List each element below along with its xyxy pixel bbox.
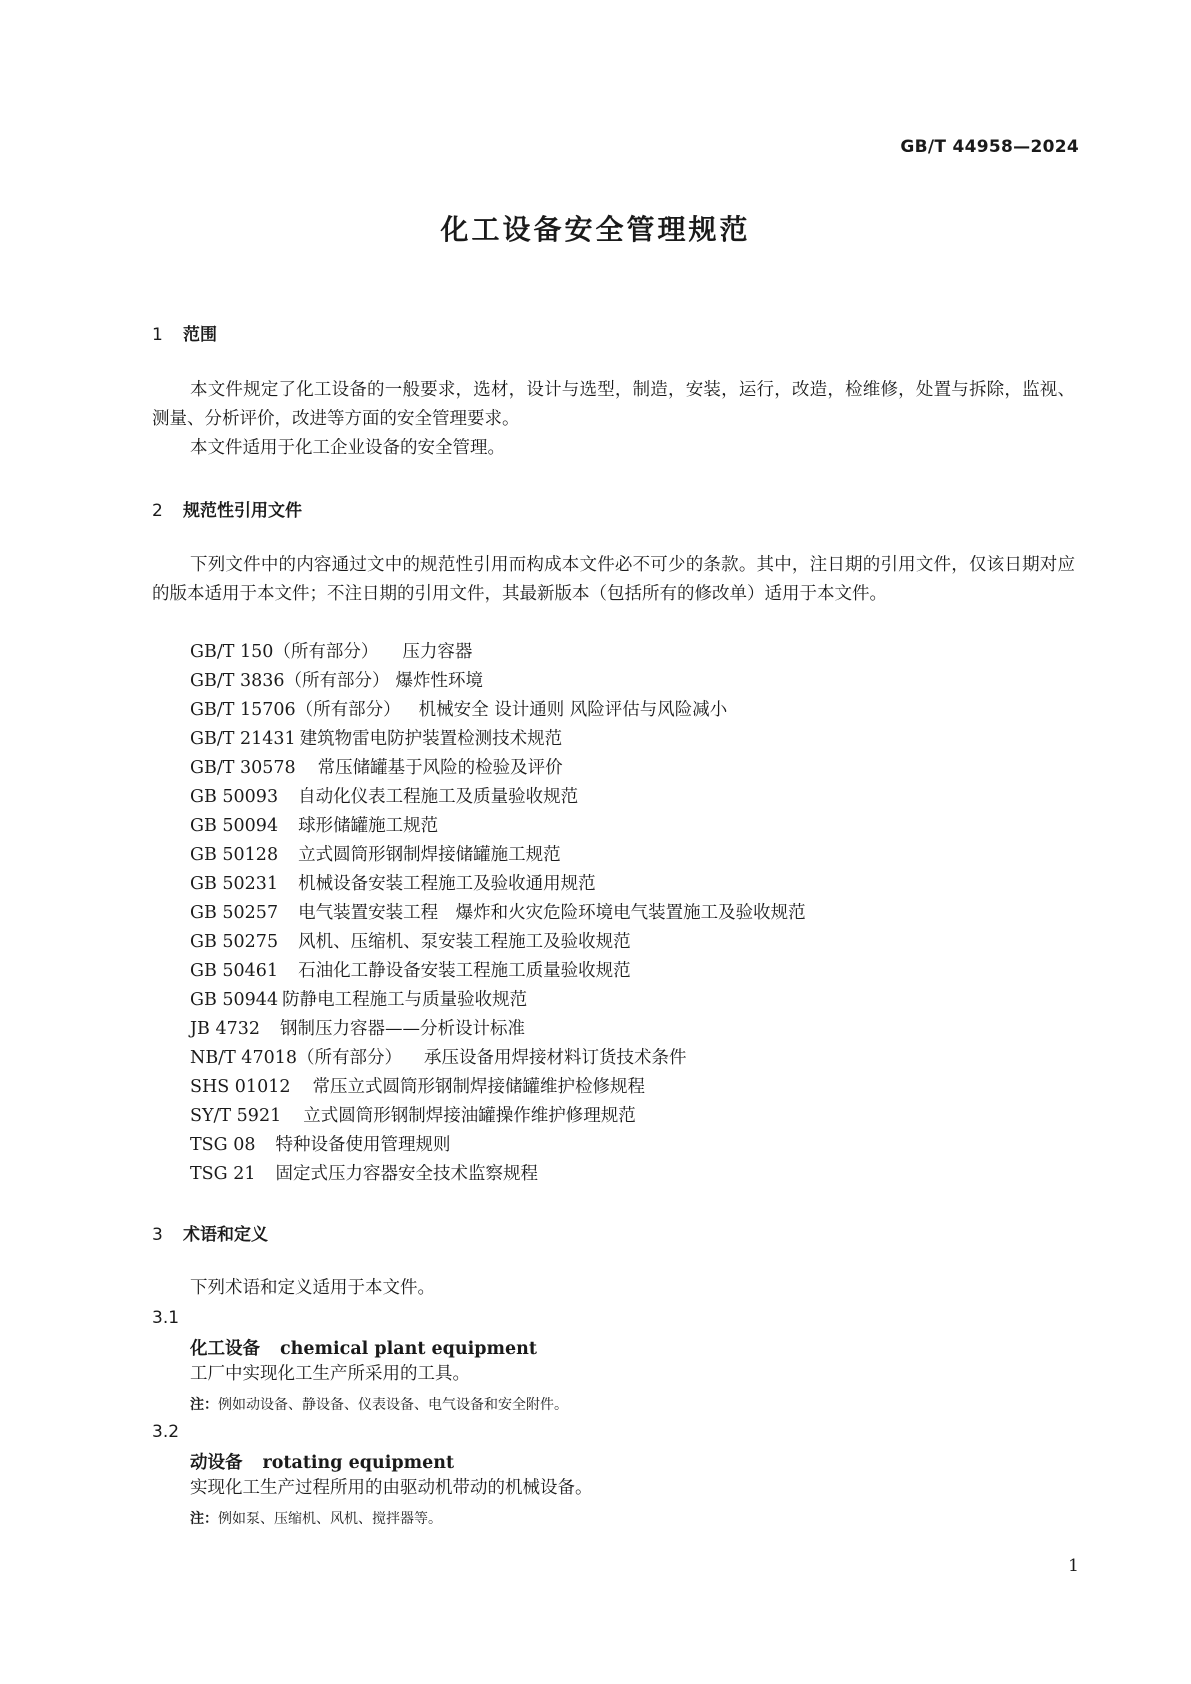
- reference-code: SY/T 5921: [190, 1106, 282, 1126]
- reference-title: 电气装置安装工程 爆炸和火灾危险环境电气装置施工及验收规范: [298, 903, 806, 923]
- section-title: 术语和定义: [183, 1225, 268, 1245]
- reference-item: [190, 899, 806, 928]
- reference-code: GB 50257: [190, 903, 279, 923]
- term-note: [190, 1394, 568, 1414]
- section-3-intro: 下列术语和定义适用于本文件。: [190, 1278, 435, 1298]
- reference-title: 立式圆筒形钢制焊接储罐施工规范: [298, 845, 561, 865]
- term-zh: 动设备: [190, 1453, 243, 1473]
- reference-item: [190, 725, 562, 754]
- reference-item: [190, 957, 631, 986]
- reference-code: GB 50093: [190, 787, 279, 807]
- reference-item: [190, 1160, 538, 1189]
- note-text: 例如泵、压缩机、风机、搅拌器等。: [218, 1511, 442, 1527]
- reference-title: 常压立式圆筒形钢制焊接储罐维护检修规程: [312, 1077, 645, 1097]
- reference-code: TSG 08: [190, 1135, 256, 1155]
- section-2-heading: [152, 496, 302, 521]
- reference-item: [190, 754, 563, 783]
- reference-item: [190, 1131, 450, 1160]
- section-number: 1: [152, 325, 163, 345]
- reference-item: [190, 870, 596, 899]
- note-label: 注：: [190, 1511, 218, 1527]
- reference-title: 特种设备使用管理规则: [275, 1135, 451, 1155]
- reference-title: 钢制压力容器——分析设计标准: [279, 1019, 525, 1039]
- section-title: 规范性引用文件: [183, 501, 302, 521]
- reference-title: 机械安全 设计通则 风险评估与风险减小: [418, 700, 728, 720]
- reference-item: [190, 1015, 525, 1044]
- reference-item: [190, 696, 727, 725]
- reference-item: [190, 783, 578, 812]
- document-title: 化工设备安全管理规范: [440, 213, 751, 246]
- note-text: 例如动设备、静设备、仪表设备、电气设备和安全附件。: [218, 1397, 568, 1413]
- reference-title: 爆炸性环境: [395, 671, 484, 691]
- reference-code: GB 50094: [190, 816, 279, 836]
- reference-title: 防静电工程施工与质量验收规范: [282, 990, 528, 1010]
- reference-title: 石油化工静设备安装工程施工质量验收规范: [298, 961, 631, 981]
- standard-code: GB/T 44958—2024: [900, 137, 1079, 157]
- term-number: 3.1: [152, 1308, 180, 1328]
- reference-code: NB/T 47018（所有部分）: [190, 1048, 402, 1068]
- term-definition: 工厂中实现化工生产所采用的工具。: [190, 1364, 470, 1384]
- term-heading: [190, 1449, 454, 1474]
- term-note: [190, 1508, 442, 1528]
- section-1-paragraph-1: 本文件规定了化工设备的一般要求，选材，设计与选型，制造，安装，运行，改造，检维修，处置与拆除，监视、测量、分析评价，改进等方面的安全管理要求。: [152, 380, 1075, 429]
- reference-title: 自动化仪表工程施工及质量验收规范: [298, 787, 579, 807]
- reference-code: GB/T 150（所有部分）: [190, 642, 379, 662]
- reference-item: [190, 667, 483, 696]
- reference-code: TSG 21: [190, 1164, 256, 1184]
- term-en: chemical plant equipment: [280, 1339, 537, 1359]
- reference-code: GB/T 3836（所有部分）: [190, 671, 390, 691]
- section-number: 3: [152, 1225, 163, 1245]
- reference-title: 建筑物雷电防护装置检测技术规范: [299, 729, 563, 749]
- section-number: 2: [152, 501, 163, 521]
- reference-title: 立式圆筒形钢制焊接油罐操作维护修理规范: [303, 1106, 636, 1126]
- term-en: rotating equipment: [262, 1453, 455, 1473]
- reference-item: [190, 928, 631, 957]
- reference-code: GB 50128: [190, 845, 279, 865]
- reference-code: GB/T 21431: [190, 729, 296, 749]
- reference-title: 固定式压力容器安全技术监察规程: [275, 1164, 538, 1184]
- reference-code: GB/T 15706（所有部分）: [190, 700, 401, 720]
- reference-code: GB 50231: [190, 874, 279, 894]
- term-number: 3.2: [152, 1422, 180, 1442]
- term-heading: [190, 1335, 537, 1360]
- section-3-heading: [152, 1220, 268, 1245]
- reference-title: 承压设备用焊接材料订货技术条件: [423, 1048, 687, 1068]
- page-number: 1: [1068, 1556, 1079, 1576]
- reference-title: 球形储罐施工规范: [298, 816, 439, 836]
- reference-item: [190, 986, 527, 1015]
- reference-item: [190, 1102, 636, 1131]
- reference-item: [190, 812, 438, 841]
- reference-item: [190, 638, 472, 667]
- reference-code: GB 50944: [190, 990, 279, 1010]
- section-1-paragraph-2: 本文件适用于化工企业设备的安全管理。: [190, 438, 505, 458]
- reference-code: SHS 01012: [190, 1077, 291, 1097]
- reference-code: GB/T 30578: [190, 758, 296, 778]
- reference-code: GB 50275: [190, 932, 279, 952]
- section-1-heading: [152, 320, 217, 345]
- reference-item: [190, 1073, 645, 1102]
- section-2-paragraph-1: 下列文件中的内容通过文中的规范性引用而构成本文件必不可少的条款。其中，注日期的引用文件，仅该日期对应的版本适用于本文件；不注日期的引用文件，其最新版本（包括所有的修改单）适用于本文件。: [152, 555, 1075, 604]
- reference-title: 常压储罐基于风险的检验及评价: [317, 758, 563, 778]
- reference-code: JB 4732: [190, 1019, 260, 1039]
- reference-title: 压力容器: [402, 642, 473, 662]
- reference-item: [190, 1044, 686, 1073]
- term-zh: 化工设备: [190, 1339, 260, 1359]
- reference-item: [190, 841, 561, 870]
- reference-code: GB 50461: [190, 961, 279, 981]
- section-title: 范围: [183, 325, 217, 345]
- reference-title: 风机、压缩机、泵安装工程施工及验收规范: [298, 932, 631, 952]
- note-label: 注：: [190, 1397, 218, 1413]
- reference-title: 机械设备安装工程施工及验收通用规范: [298, 874, 596, 894]
- term-definition: 实现化工生产过程所用的由驱动机带动的机械设备。: [190, 1478, 593, 1498]
